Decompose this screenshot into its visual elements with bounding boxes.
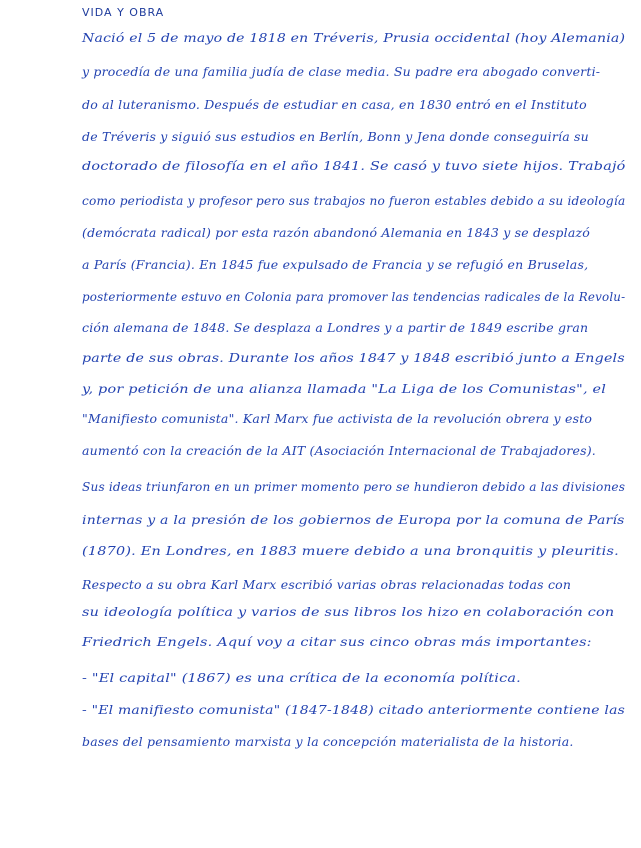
text-line: parte de sus obras. Durante los años 1847 y 1848 escribió junto a Engels bbox=[82, 350, 625, 365]
text-line: como periodista y profesor pero sus trabajos no fueron estables debido a su ideología bbox=[82, 193, 626, 208]
text-line: - "El manifiesto comunista" (1847-1848) citado anteriormente contiene las bbox=[82, 702, 625, 717]
text-line: Nació el 5 de mayo de 1818 en Tréveris, Prusia occidental (hoy Alemania) bbox=[82, 30, 626, 45]
text-line: y procedía de una familia judía de clase media. Su padre era abogado converti- bbox=[82, 64, 601, 79]
text-line: (demócrata radical) por esta razón abandonó Alemania en 1843 y se desplazó bbox=[82, 225, 591, 240]
text-line: y, por petición de una alianza llamada "La Liga de los Comunistas", el bbox=[82, 381, 607, 396]
text-line: do al luteranismo. Después de estudiar en casa, en 1830 entró en el Instituto bbox=[82, 97, 587, 112]
text-line: bases del pensamiento marxista y la concepción materialista de la historia. bbox=[82, 734, 574, 749]
text-line: (1870). En Londres, en 1883 muere debido a una bronquitis y pleuritis. bbox=[82, 543, 619, 558]
text-line: a París (Francia). En 1845 fue expulsado de Francia y se refugió en Bruselas, bbox=[82, 257, 589, 272]
text-line: Sus ideas triunfaron en un primer momento pero se hundieron debido a las divisiones bbox=[82, 479, 626, 494]
text-line: Friedrich Engels. Aquí voy a citar sus cinco obras más importantes: bbox=[82, 634, 592, 649]
text-line: ción alemana de 1848. Se desplaza a Londres y a partir de 1849 escribe gran bbox=[82, 320, 589, 335]
text-line: - "El capital" (1867) es una crítica de la economía política. bbox=[82, 670, 521, 685]
text-line: aumentó con la creación de la AIT (Asociación Internacional de Trabajadores). bbox=[82, 443, 596, 458]
page-heading: VIDA Y OBRA bbox=[82, 6, 165, 19]
text-line: de Tréveris y siguió sus estudios en Berlín, Bonn y Jena donde conseguiría su bbox=[82, 129, 589, 144]
text-line: "Manifiesto comunista". Karl Marx fue activista de la revolución obrera y esto bbox=[82, 411, 593, 426]
text-line: internas y a la presión de los gobiernos de Europa por la comuna de París bbox=[82, 512, 625, 527]
text-line: su ideología política y varios de sus libros los hizo en colaboración con bbox=[82, 604, 615, 619]
text-line: doctorado de filosofía en el año 1841. Se casó y tuvo siete hijos. Trabajó bbox=[82, 158, 626, 173]
text-line: posteriormente estuvo en Colonia para promover las tendencias radicales de la Revolu- bbox=[82, 289, 626, 304]
text-line: Respecto a su obra Karl Marx escribió varias obras relacionadas todas con bbox=[82, 577, 572, 592]
